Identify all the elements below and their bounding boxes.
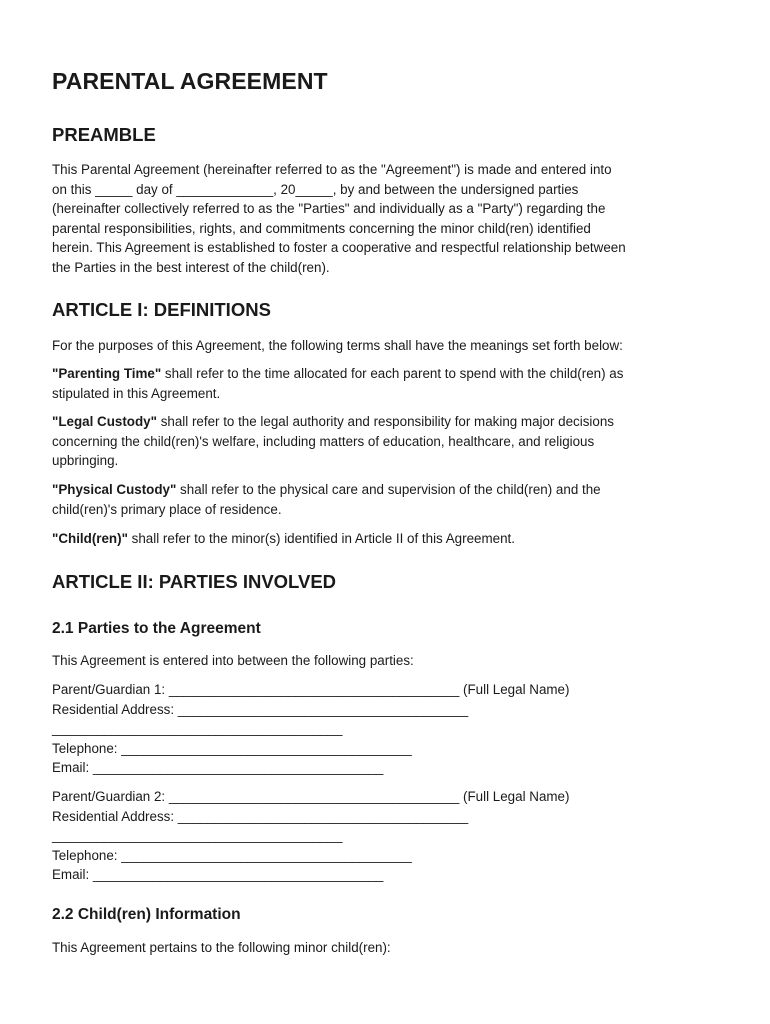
definition-text: concerning the child(ren)'s welfare, including matters of education, healthcare, and religious (52, 433, 595, 449)
article-1-intro: For the purposes of this Agreement, the following terms shall have the meanings set forth below: (52, 338, 623, 353)
parent-1-email-field[interactable]: Email: _______________________________________ (52, 760, 384, 775)
parent-1-address-field[interactable]: Residential Address: _______________________________________ (52, 701, 469, 717)
definition-term: "Physical Custody" (52, 482, 177, 497)
definition-text: stipulated in this Agreement. (52, 385, 221, 401)
section-2-1-intro: This Agreement is entered into between the following parties: (52, 653, 414, 668)
definition-children (52, 529, 730, 549)
parent-1-address-line-2-field[interactable]: _______________________________________ (52, 721, 343, 736)
definition-legal-custody (52, 412, 730, 471)
parent-2-telephone-field[interactable]: Telephone: _______________________________________ (52, 847, 412, 863)
definition-parenting-time (52, 364, 730, 403)
party-1-block (52, 680, 730, 778)
preamble-line: parental responsibilities, rights, and commitments concerning the minor child(ren) identified (52, 220, 591, 236)
definition-text: shall refer to the legal authority and responsibility for making major decisions (156, 414, 614, 429)
parent-2-email-field[interactable]: Email: _______________________________________ (52, 867, 384, 882)
parent-2-address-line-2-field[interactable]: _______________________________________ (52, 828, 343, 843)
section-2-1-heading: 2.1 Parties to the Agreement (52, 620, 261, 637)
parent-1-name-field[interactable]: Parent/Guardian 1: _______________________________________ (Full Legal Name) (52, 682, 570, 697)
section-2-2-intro: This Agreement pertains to the following minor child(ren): (52, 940, 391, 955)
section-2-2-heading: 2.2 Child(ren) Information (52, 906, 241, 923)
definition-physical-custody (52, 480, 730, 519)
definition-term: "Child(ren)" (52, 531, 128, 546)
definition-text: upbringing. (52, 453, 119, 468)
article-2-heading: ARTICLE II: PARTIES INVOLVED (52, 571, 337, 592)
definition-text: child(ren)'s primary place of residence. (52, 501, 282, 517)
parent-1-telephone-field[interactable]: Telephone: _______________________________________ (52, 740, 412, 756)
parent-2-name-field[interactable]: Parent/Guardian 2: _______________________________________ (Full Legal Name) (52, 789, 570, 804)
preamble-heading: PREAMBLE (52, 124, 156, 145)
preamble-line: the Parties in the best interest of the child(ren). (52, 259, 330, 275)
definition-term: "Legal Custody" (52, 414, 157, 429)
definition-text: shall refer to the time allocated for each parent to spend with the child(ren) as (161, 366, 624, 381)
preamble-line: herein. This Agreement is established to foster a cooperative and respectful relationship between (52, 240, 626, 255)
preamble-line: (hereinafter collectively referred to as the "Parties" and individually as a "Party") regarding the (52, 201, 606, 216)
preamble-paragraph (52, 160, 730, 277)
article-1-heading: ARTICLE I: DEFINITIONS (52, 299, 271, 320)
parent-2-address-field[interactable]: Residential Address: _______________________________________ (52, 808, 469, 824)
definition-text: shall refer to the physical care and supervision of the child(ren) and the (176, 482, 601, 497)
preamble-line: on this _____ day of _____________, 20_____, by and between the undersigned parties (52, 181, 579, 197)
definition-text: shall refer to the minor(s) identified in Article II of this Agreement. (127, 531, 515, 546)
party-2-block (52, 787, 730, 885)
document-title: PARENTAL AGREEMENT (52, 68, 328, 94)
preamble-line: This Parental Agreement (hereinafter referred to as the "Agreement") is made and entered into (52, 162, 612, 177)
definition-term: "Parenting Time" (52, 366, 162, 381)
